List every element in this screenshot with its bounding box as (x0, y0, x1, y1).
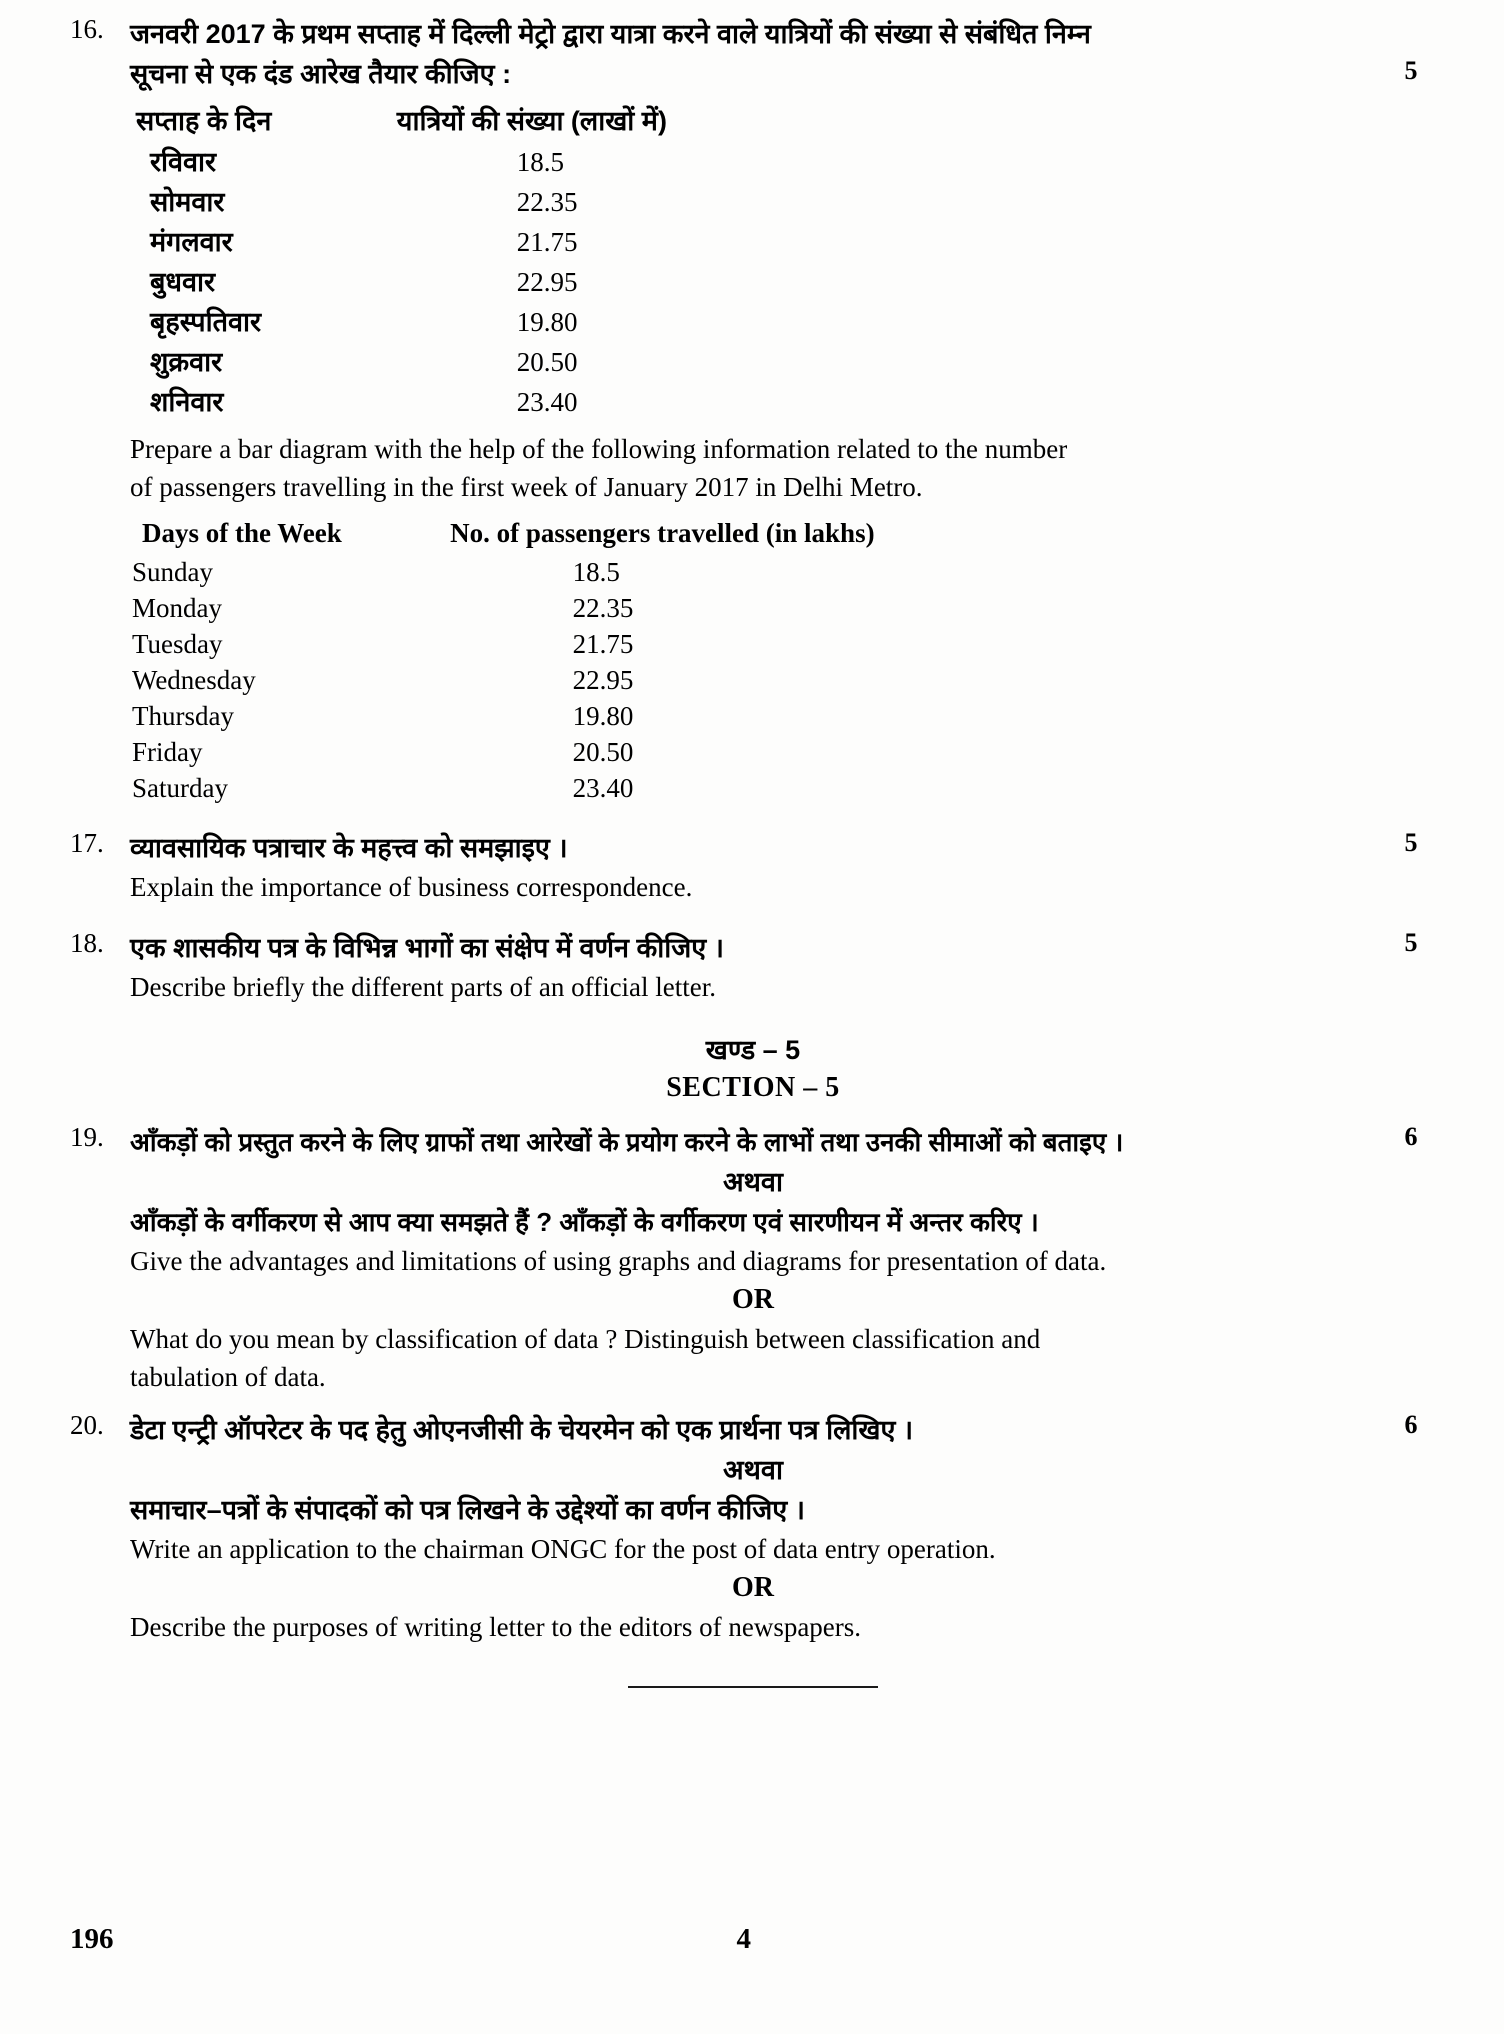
question-18-body (130, 928, 1376, 1006)
question-20-number: 20. (70, 1410, 104, 1440)
hindi-data-table (136, 100, 776, 422)
question-20-hindi-alternative: समाचार–पत्रों के संपादकों को पत्र लिखने के उद्देश्यों का वर्णन कीजिए । (130, 1495, 805, 1525)
question-16-number: 16. (70, 14, 104, 44)
hindi-day-wednesday: बुधवार (150, 267, 216, 297)
question-20 (60, 1410, 1446, 1646)
question-18 (60, 928, 1446, 1006)
hindi-value-thursday: 19.80 (516, 307, 578, 337)
english-value-wednesday: 22.95 (572, 665, 634, 695)
question-18-english: Describe briefly the different parts of an official letter. (130, 972, 717, 1002)
question-19-english-or-label: OR (732, 1284, 774, 1315)
question-16 (60, 14, 1446, 806)
section-heading-english: SECTION – 5 (666, 1072, 840, 1103)
english-value-saturday: 23.40 (572, 773, 634, 803)
question-20-hindi: डेटा एन्ट्री ऑपरेटर के पद हेतु ओएनजीसी के चेयरमेन को एक प्रार्थना पत्र लिखिए । (130, 1415, 914, 1445)
hindi-day-sunday: रविवार (150, 147, 217, 177)
hindi-day-thursday: बृहस्पतिवार (150, 307, 262, 337)
english-table-header-day: Days of the Week (142, 518, 342, 548)
question-16-body (130, 14, 1376, 806)
hindi-day-saturday: शनिवार (150, 387, 224, 417)
hindi-value-wednesday: 22.95 (516, 267, 578, 297)
paper-code: 196 (70, 1923, 114, 1955)
table-row (132, 734, 892, 770)
table-row (136, 382, 776, 422)
question-19-english: Give the advantages and limitations of using graphs and diagrams for presentation of data. (130, 1246, 1107, 1276)
question-17-number: 17. (70, 828, 104, 858)
hindi-table-header-day: सप्ताह के दिन (136, 106, 272, 136)
question-18-hindi: एक शासकीय पत्र के विभिन्न भागों का संक्षेप में वर्णन कीजिए । (130, 933, 724, 963)
question-17-english: Explain the importance of business correspondence. (130, 872, 693, 902)
question-16-hindi-line-1: जनवरी 2017 के प्रथम सप्ताह में दिल्ली मेट्रो द्वारा यात्रा करने वाले यात्रियों की संख्या से संबंधित निम्न (130, 19, 1091, 49)
question-16-english-line-2: of passengers travelling in the first week of January 2017 in Delhi Metro. (130, 472, 923, 502)
question-17 (60, 828, 1446, 906)
table-row (136, 222, 776, 262)
hindi-value-tuesday: 21.75 (516, 227, 578, 257)
question-19-body (130, 1122, 1376, 1396)
table-row (136, 262, 776, 302)
english-value-monday: 22.35 (572, 593, 634, 623)
section-heading (60, 1032, 1446, 1108)
table-row (132, 698, 892, 734)
question-16-marks: 5 (1404, 56, 1418, 85)
hindi-value-monday: 22.35 (516, 187, 578, 217)
hindi-day-tuesday: मंगलवार (150, 227, 233, 257)
question-19-number: 19. (70, 1122, 104, 1152)
question-16-hindi-line-2: सूचना से एक दंड आरेख तैयार कीजिए : (130, 59, 512, 89)
english-day-wednesday: Wednesday (132, 665, 256, 695)
question-19 (60, 1122, 1446, 1396)
question-20-english: Write an application to the chairman ONGC for the post of data entry operation. (130, 1534, 996, 1564)
english-table-header-value: No. of passengers travelled (in lakhs) (450, 518, 875, 548)
question-19-hindi: आँकड़ों को प्रस्तुत करने के लिए ग्राफों तथा आरेखों के प्रयोग करने के लाभों तथा उनकी सीमाओं को बताइए । (130, 1127, 1124, 1157)
english-value-friday: 20.50 (572, 737, 634, 767)
table-row (136, 302, 776, 342)
hindi-table-header-row (136, 100, 776, 142)
question-19-hindi-or-label: अथवा (723, 1167, 783, 1197)
table-row (132, 770, 892, 806)
table-row (136, 182, 776, 222)
question-19-hindi-alternative: आँकड़ों के वर्गीकरण से आप क्या समझते हैं ? आँकड़ों के वर्गीकरण एवं सारणीयन में अन्तर करिए । (130, 1207, 1039, 1237)
hindi-value-friday: 20.50 (516, 347, 578, 377)
english-day-sunday: Sunday (132, 557, 213, 587)
english-value-tuesday: 21.75 (572, 629, 634, 659)
table-row (132, 662, 892, 698)
english-value-thursday: 19.80 (572, 701, 634, 731)
question-20-body (130, 1410, 1376, 1646)
english-day-saturday: Saturday (132, 773, 228, 803)
english-day-monday: Monday (132, 593, 222, 623)
hindi-day-friday: शुक्रवार (150, 347, 223, 377)
question-19-english-alternative-line-1: What do you mean by classification of data ? Distinguish between classification and (130, 1324, 1041, 1354)
table-row (132, 626, 892, 662)
question-20-english-alternative-line-1: Describe the purposes of writing letter to the editors of newspapers. (130, 1612, 862, 1642)
english-day-friday: Friday (132, 737, 203, 767)
english-data-table (132, 512, 892, 806)
table-row (136, 342, 776, 382)
hindi-day-monday: सोमवार (150, 187, 225, 217)
question-19-english-alternative-line-2: tabulation of data. (130, 1362, 326, 1392)
question-20-english-or-label: OR (732, 1572, 774, 1603)
hindi-value-sunday: 18.5 (516, 147, 565, 177)
question-17-marks: 5 (1404, 828, 1418, 857)
question-17-body (130, 828, 1376, 906)
table-row (136, 142, 776, 182)
page-number: 4 (736, 1923, 751, 1955)
question-18-number: 18. (70, 928, 104, 958)
page-footer (0, 1923, 1504, 1956)
english-day-thursday: Thursday (132, 701, 234, 731)
question-19-marks: 6 (1404, 1122, 1418, 1151)
question-20-hindi-or-label: अथवा (723, 1455, 783, 1485)
question-17-hindi: व्यावसायिक पत्राचार के महत्त्व को समझाइए । (130, 833, 568, 863)
question-18-marks: 5 (1404, 928, 1418, 957)
question-16-english-line-1: Prepare a bar diagram with the help of the following information related to the number (130, 434, 1068, 464)
end-of-paper-rule (628, 1686, 878, 1688)
english-day-tuesday: Tuesday (132, 629, 223, 659)
section-heading-hindi: खण्ड – 5 (705, 1035, 801, 1065)
question-20-marks: 6 (1404, 1410, 1418, 1439)
english-table-header-row (132, 512, 892, 554)
english-value-sunday: 18.5 (572, 557, 620, 587)
table-row (132, 554, 892, 590)
hindi-table-header-value: यात्रियों की संख्या (लाखों में) (396, 106, 667, 136)
hindi-value-saturday: 23.40 (516, 387, 578, 417)
table-row (132, 590, 892, 626)
